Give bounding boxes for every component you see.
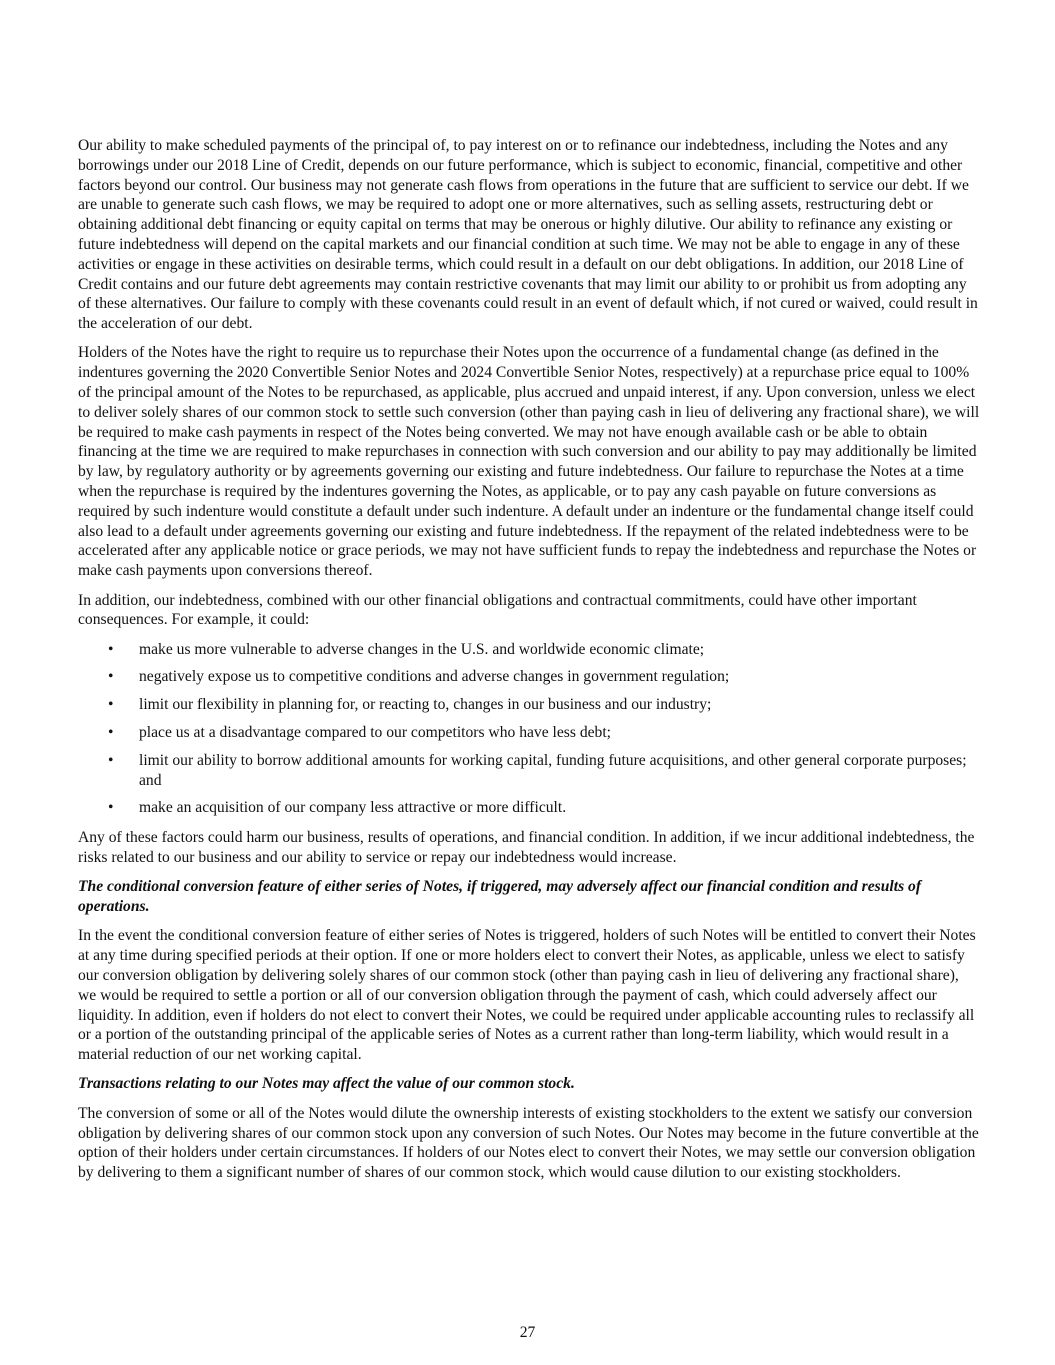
consequences-list [78, 640, 980, 819]
list-item-text: make an acquisition of our company less attractive or more difficult. [139, 799, 567, 817]
list-item-text: negatively expose us to competitive conditions and adverse changes in government regulation; [139, 668, 730, 686]
paragraph-repurchase-rights: Holders of the Notes have the right to require us to repurchase their Notes upon the occurrence of a fundamental change (as defined in the indentures governing the 2020 Convertible Senior Notes and 2024 Convertible Senior Notes, respectively) at a repurchase price equal to 100% of the principal amount of the Notes to be repurchased, as applicable, plus accrued and unpaid interest, if any. Upon conversion, unless we elect to deliver solely shares of our common stock to settle such conversion (other than paying cash in lieu of delivering any fractional share), we will be required to make cash payments in respect of the Notes being converted. We may not have enough available cash or be able to obtain financing at the time we are required to make repurchases in connection with such conversion and our ability to pay may additionally be limited by law, by regulatory authority or by agreements governing our existing and future indebtedness. Our failure to repurchase the Notes at a time when the repurchase is required by the indentures governing the Notes, as applicable, or to pay any cash payable on future conversions as required by such indenture would constitute a default under such indenture. A default under an indenture or the fundamental change itself could also lead to a default under agreements governing our existing and future indebtedness. If the repayment of the related indebtedness were to be accelerated after any applicable notice or grace periods, we may not have sufficient funds to repay the indebtedness and repurchase the Notes or make cash payments upon conversions thereof. [78, 344, 980, 580]
list-item [78, 751, 980, 791]
paragraph-consequences-intro: In addition, our indebtedness, combined with our other financial obligations and contractual commitments, could have other important consequences. For example, it could: [78, 591, 917, 629]
bullet-icon: • [108, 696, 114, 714]
list-item-text: limit our ability to borrow additional amounts for working capital, funding future acquisitions, and other general corporate purposes; and [139, 751, 967, 789]
bullet-icon: • [108, 640, 114, 658]
document-body [78, 136, 980, 1192]
section-heading-transactions: Transactions relating to our Notes may affect the value of our common stock. [78, 1075, 575, 1093]
list-item [78, 640, 980, 660]
list-item-text: place us at a disadvantage compared to our competitors who have less debt; [139, 724, 611, 742]
page-number: 27 [519, 1324, 536, 1341]
bullet-icon: • [108, 751, 114, 769]
bullet-icon: • [108, 724, 114, 742]
list-item [78, 695, 980, 715]
paragraph-dilution: The conversion of some or all of the Notes would dilute the ownership interests of existing stockholders to the extent we satisfy our conversion obligation by delivering shares of our common stock upon any conversion of such Notes. Our Notes may become in the future convertible at the option of their holders under certain circumstances. If holders of our Notes elect to convert their Notes, we may settle our conversion obligation by delivering to them a significant number of shares of our common stock, which would cause dilution to our existing stockholders. [78, 1104, 979, 1182]
list-item-text: make us more vulnerable to adverse changes in the U.S. and worldwide economic climate; [139, 640, 705, 658]
list-item [78, 667, 980, 687]
paragraph-factors-summary: Any of these factors could harm our business, results of operations, and financial condition. In addition, if we incur additional indebtedness, the risks related to our business and our ability to service or repay our indebtedness would increase. [78, 829, 975, 866]
bullet-icon: • [108, 668, 114, 686]
paragraph-debt-payments: Our ability to make scheduled payments of the principal of, to pay interest on or to refinance our indebtedness, including the Notes and any borrowings under our 2018 Line of Credit, depends on our future performance, which is subject to economic, financial, competitive and other factors beyond our control. Our business may not generate cash flows from operations in the future that are sufficient to service our debt. If we are unable to generate such cash flows, we may be required to adopt one or more alternatives, such as selling assets, restructuring debt or obtaining additional debt financing or equity capital on terms that may be onerous or highly dilutive. Our ability to refinance any existing or future indebtedness will depend on the capital markets and our financial condition at such time. We may not be able to engage in any of these activities or engage in these activities on desirable terms, which could result in a default on our debt obligations. In addition, our 2018 Line of Credit contains and our future debt agreements may contain restrictive covenants that may limit our ability to or prohibit us from adopting any of these alternatives. Our failure to comply with these covenants could result in an event of default which, if not cured or waived, could result in the acceleration of our debt. [78, 137, 978, 333]
list-item [78, 723, 980, 743]
bullet-icon: • [108, 799, 114, 817]
list-item [78, 798, 980, 818]
list-item-text: limit our flexibility in planning for, or reacting to, changes in our business and our industry; [139, 696, 712, 714]
paragraph-conditional-conversion: In the event the conditional conversion feature of either series of Notes is triggered, holders of such Notes will be entitled to convert their Notes at any time during specified periods at their option. If one or more holders elect to convert their Notes, as applicable, unless we elect to satisfy our conversion obligation by delivering solely shares of our common stock (other than paying cash in lieu of delivering any fractional share), we would be required to settle a portion or all of our conversion obligation through the payment of cash, which could adversely affect our liquidity. In addition, even if holders do not elect to convert their Notes, we could be required under applicable accounting rules to reclassify all or a portion of the outstanding principal of the applicable series of Notes as a current rather than long-term liability, which would result in a material reduction of our net working capital. [78, 927, 976, 1064]
section-heading-conditional-conversion: The conditional conversion feature of either series of Notes, if triggered, may adversely affect our financial condition and results of operations. [78, 878, 922, 916]
